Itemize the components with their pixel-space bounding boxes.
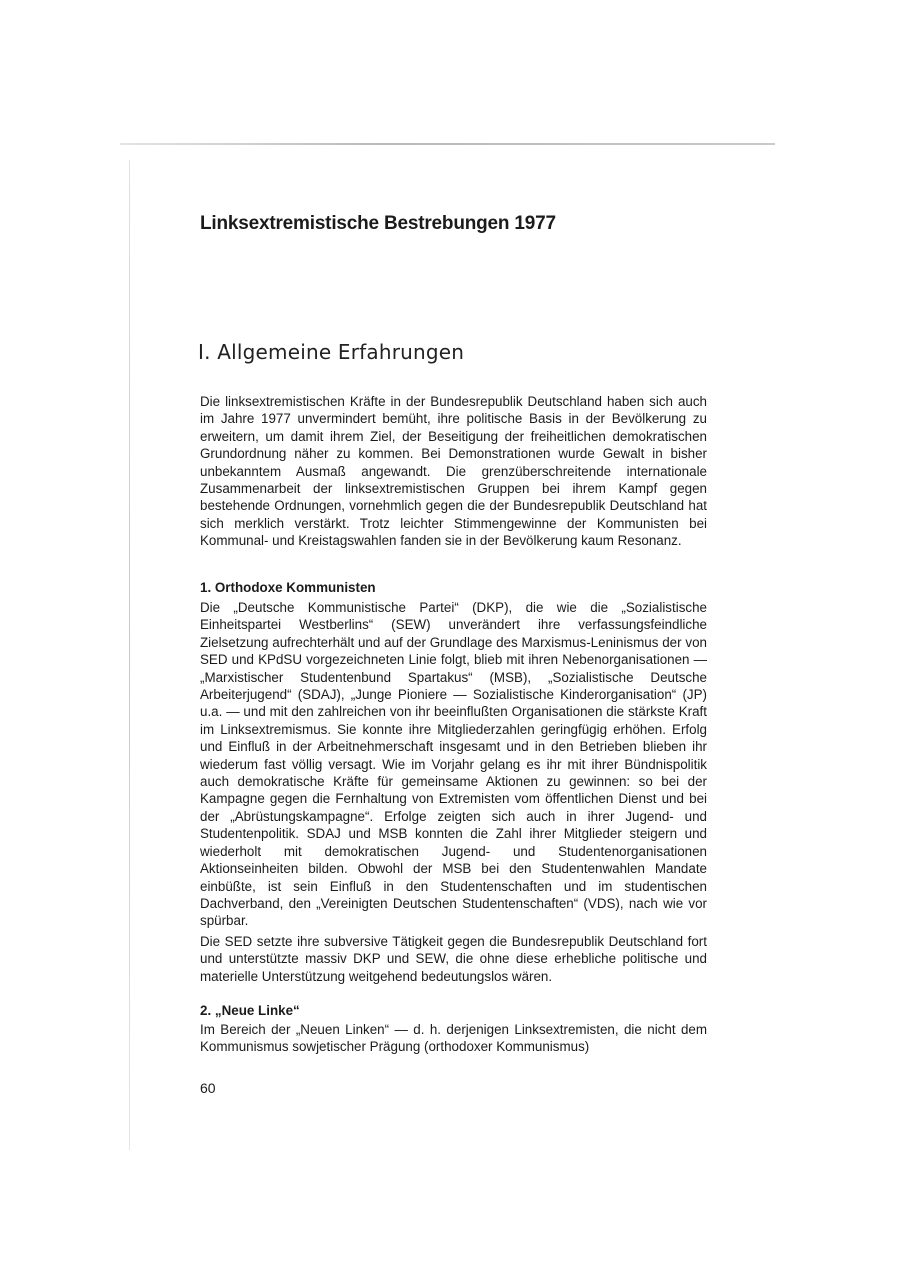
intro-paragraph: Die linksextremistischen Kräfte in der Bundesrepublik Deutschland haben sich auch im Jahre 1977 unvermindert bemüht, ihre politische Basis in der Bevölkerung zu erweitern, um damit ihrem Ziel, der Beseitigung der freiheitlichen demokratischen Grundordnung näher zu kommen. Bei Demonstrationen wurde Gewalt in bisher unbekanntem Ausmaß angewandt. Die grenzüberschreitende internationale Zusammenarbeit der linksextremistischen Gruppen bei ihrem Kampf gegen bestehende Ordnungen, vornehmlich gegen die der Bundesrepublik Deutschland hat sich merklich verstärkt. Trotz leichter Stimmengewinne der Kommunisten bei Kommunal- und Kreistagswahlen fanden sie in der Bevölkerung kaum Resonanz.	[200, 394, 707, 549]
page-number: 60	[200, 1080, 216, 1096]
neue-linke-paragraph: Im Bereich der „Neuen Linken“ — d. h. derjenigen Linksextremisten, die nicht dem Kommunismus sowjetischer Prägung (orthodoxer Kommunismus)	[200, 1022, 707, 1055]
page-title: Linksextremistische Bestrebungen 1977	[200, 213, 556, 234]
orthodoxe-kommunisten-paragraph: Die „Deutsche Kommunistische Partei“ (DKP), die wie die „Sozialistische Einheitspartei Westberlins“ (SEW) unverändert ihre verfassungsfeindliche Zielsetzung aufrechterhält und auf der Grundlage des Marxismus-Leninismus der von SED und KPdSU vorgezeichneten Linie folgt, blieb mit ihren Nebenorganisationen — „Marxistischer Studentenbund Spartakus“ (MSB), „Sozialistische Deutsche Arbeiterjugend“ (SDAJ), „Junge Pioniere — Sozialistische Kinderorganisation“ (JP) u.a. — und mit den zahlreichen von ihr beeinflußten Organisationen die stärkste Kraft im Linksextremismus. Sie konnte ihre Mitgliederzahlen geringfügig erhöhen. Erfolg und Einfluß in der Arbeitnehmerschaft insgesamt und in den Betrieben blieben ihr wiederum fast völlig versagt. Wie im Vorjahr gelang es ihr mit ihrer Bündnispolitik auch demokratische Kräfte für gemeinsame Aktionen zu gewinnen: so bei der Kampagne gegen die Fernhaltung von Extremisten vom öffentlichen Dienst und bei der „Abrüstungskampagne“. Erfolge zeigten sich auch in ihrer Jugend- und Studentenpolitik. SDAJ und MSB konnten die Zahl ihrer Mitglieder steigern und wiederholt mit demokratischen Jugend- und Studentenorganisationen Aktionseinheiten bilden. Obwohl der MSB bei den Studentenwahlen Mandate einbüßte, ist sein Einfluß in den Studentenschaften und im studentischen Dachverband, den „Vereinigten Deutschen Studentenschaften“ (VDS), nach wie vor spürbar.	[200, 600, 707, 929]
sed-paragraph: Die SED setzte ihre subversive Tätigkeit gegen die Bundesrepublik Deutschland fort und unterstützte massiv DKP und SEW, die ohne diese erhebliche politische und materielle Unterstützung weitgehend bedeutungslos wären.	[200, 934, 707, 984]
section-heading: I. Allgemeine Erfahrungen	[198, 340, 465, 364]
scan-top-edge	[120, 143, 775, 145]
scan-left-edge	[129, 160, 130, 1150]
subsection-heading-neue-linke: 2. „Neue Linke“	[200, 1003, 300, 1018]
subsection-heading-orthodoxe-kommunisten: 1. Orthodoxe Kommunisten	[200, 580, 376, 595]
